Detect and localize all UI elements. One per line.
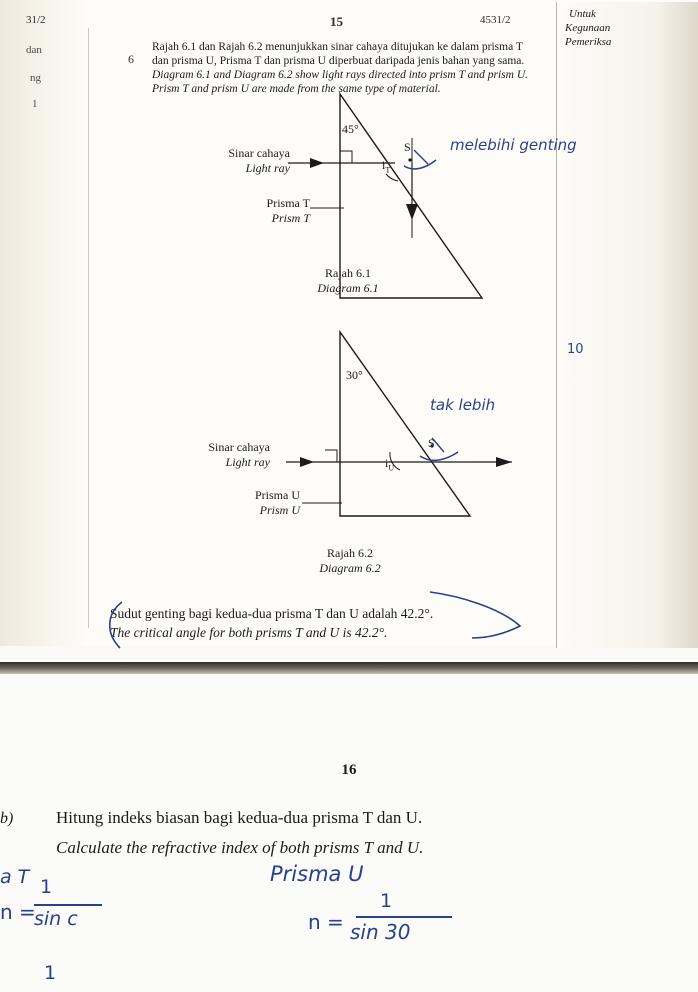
handwriting-left-title: a T xyxy=(0,866,30,888)
handwritten-note-1: melebihi genting xyxy=(450,136,577,154)
exam-page-16-scan xyxy=(0,662,698,992)
handwriting-left-n: n = xyxy=(0,900,36,924)
diagram-6-2-point-s: S xyxy=(428,436,435,450)
handwritten-bracket xyxy=(100,586,620,660)
handwriting-right-title: Prisma U xyxy=(270,862,364,886)
diagram-6-1-prism-label: Prisma T Prism T xyxy=(266,196,310,225)
diagram-6-1-angle-label: 45° xyxy=(342,122,359,136)
question-b-en: Calculate the refractive index of both prisms T and U. xyxy=(56,838,424,857)
diagram-6-2-incidence-label: $i_U$ xyxy=(385,456,395,473)
diagram-6-1-incidence-label: $i_T$ xyxy=(382,158,391,175)
handwriting-left-fraction-bar xyxy=(34,904,102,906)
handwritten-note-2: tak lebih xyxy=(430,396,496,414)
critical-angle-ms: Sudut genting bagi kedua-dua prisma T dan U adalah 42.2°. xyxy=(110,606,434,621)
diagram-6-1-point-s: S xyxy=(404,140,411,154)
page-number-top: 15 xyxy=(330,14,343,29)
header-right-code: 4531/2 xyxy=(480,14,511,26)
stem-en-line1: Diagram 6.1 and Diagram 6.2 show light rays directed into prism T and prism U. xyxy=(152,69,529,81)
handwriting-right-fraction-bar xyxy=(356,916,452,918)
margin-text-line1: dan xyxy=(26,44,42,56)
question-b-ms: Hitung indeks biasan bagi kedua-dua prisma T dan U. xyxy=(56,808,423,827)
handwriting-right-n: n = xyxy=(308,910,344,934)
diagram-6-1-caption: Rajah 6.1 Diagram 6.1 xyxy=(317,266,379,295)
examiner-box-line1: Untuk xyxy=(569,8,596,20)
handwriting-left-denominator: sin c xyxy=(34,908,78,930)
question-number: 6 xyxy=(128,52,134,66)
handwriting-bottom-mark: 1 xyxy=(44,962,57,984)
diagram-6-1-leader-line xyxy=(310,203,430,233)
examiner-box-line3: Pemeriksa xyxy=(565,36,612,48)
stem-en-line2: Prism T and prism U are made from the same type of material. xyxy=(152,83,441,95)
critical-angle-en: The critical angle for both prisms T and U is 42.2°. xyxy=(110,625,388,640)
diagram-6-1-ray-label: Sinar cahaya Light ray xyxy=(228,146,290,175)
margin-text-line2: ng xyxy=(30,72,41,84)
margin-handwritten-mark: 10 xyxy=(567,342,584,357)
diagram-6-2-ray-label: Sinar cahaya Light ray xyxy=(208,440,270,469)
stem-ms-line1: Rajah 6.1 dan Rajah 6.2 menunjukkan sinar cahaya ditujukan ke dalam prisma T xyxy=(152,41,523,53)
page-number-bottom: 16 xyxy=(341,762,357,778)
diagram-6-2-leader-line xyxy=(302,498,422,528)
diagram-6-2-angle-label: 30° xyxy=(346,368,363,382)
examiner-box-line2: Kegunaan xyxy=(565,22,611,34)
handwriting-right-numerator: 1 xyxy=(380,890,393,912)
margin-text-line3: 1 xyxy=(32,98,38,110)
diagram-6-2-prism-label: Prisma U Prism U xyxy=(255,488,300,517)
stem-ms-line2: dan prisma U, Prisma T dan prisma U diperbuat daripada jenis bahan yang sama. xyxy=(152,55,525,67)
handwriting-left-numerator: 1 xyxy=(40,876,53,898)
handwriting-right-denominator: sin 30 xyxy=(350,920,411,944)
diagram-6-2-caption: Rajah 6.2 Diagram 6.2 xyxy=(319,546,381,575)
header-left-code: 31/2 xyxy=(26,14,46,26)
part-label-b: b) xyxy=(0,810,14,827)
